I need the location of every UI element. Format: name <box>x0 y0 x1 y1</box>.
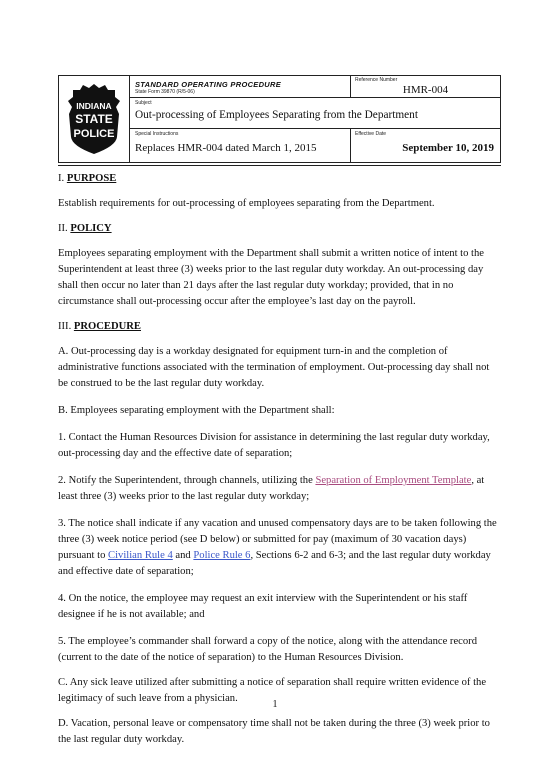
logo-line-3: POLICE <box>73 128 115 140</box>
b3-text-end: , Sections 6-2 and 6-3; and the last regular duty workday and effective date of separation; <box>58 550 491 577</box>
section-purpose-heading <box>58 171 498 187</box>
subject-label: Subject <box>135 100 152 106</box>
procedure-b5: 5. The employee’s commander shall forward a copy of the notice, along with the attendance record (current to the date of the notice of separation) to the Human Resources Division. <box>58 636 477 663</box>
section-title: PROCEDURE <box>73 321 141 332</box>
section-number: II. <box>58 223 68 234</box>
purpose-text: Establish requirements for out-processing of employees separating from the Department. <box>58 198 435 209</box>
separation-template-link[interactable]: Separation of Employment Template <box>315 475 472 486</box>
sop-title-cell <box>129 76 351 98</box>
effective-date-label: Effective Date <box>355 131 387 137</box>
special-instructions-value: Replaces HMR-004 dated March 1, 2015 <box>135 142 317 154</box>
reference-number-cell <box>351 76 500 98</box>
procedure-b: B. Employees separating employment with the Department shall: <box>58 405 335 416</box>
section-policy-heading <box>58 221 498 237</box>
procedure-b1: 1. Contact the Human Resources Division for assistance in determining the last regular duty workday, out-processing day and the effective date of separation; <box>58 432 490 459</box>
procedure-b4: 4. On the notice, the employee may request an exit interview with the Superintendent or his staff designee if he is not available; and <box>58 593 468 620</box>
section-title: POLICY <box>70 223 112 234</box>
subject-cell <box>129 98 500 129</box>
form-number: State Form 39870 (R/5-06) <box>135 89 195 95</box>
section-title: PURPOSE <box>66 173 117 184</box>
section-number: I. <box>58 173 65 184</box>
page-number: 1 <box>272 699 278 710</box>
procedure-b2 <box>58 473 498 505</box>
sop-title: STANDARD OPERATING PROCEDURE <box>135 80 282 89</box>
subject-value: Out-processing of Employees Separating from the Department <box>135 109 418 121</box>
logo-cell <box>59 76 130 162</box>
sop-header-table <box>58 75 501 163</box>
header-divider <box>58 165 501 166</box>
civilian-rule-4-link[interactable]: Civilian Rule 4 <box>108 550 173 561</box>
b3-text-mid: and <box>172 550 194 561</box>
section-procedure-heading <box>58 319 498 335</box>
policy-text: Employees separating employment with the Department shall submit a written notice of intent to the Superintendent at least three (3) weeks prior to the last regular duty workday. An out-processing day shall then occur no later than 21 days after the last regular duty workday; provided, that in no circumstance shall out-processing occur after the employee’s last day on the payroll. <box>58 248 485 307</box>
logo-line-2: STATE <box>75 112 113 126</box>
b3-text: 3. The notice shall indicate if any vacation and unused compensatory days are to be taken following the three (3) week notice period (see D below) or submitted for pay (maximum of 30 vacation days) pursuant to <box>58 518 497 561</box>
logo-line-1: INDIANA <box>76 101 112 111</box>
section-number: III. <box>58 321 72 332</box>
b2-text: 2. Notify the Superintendent, through channels, utilizing the <box>58 475 316 486</box>
procedure-d: D. Vacation, personal leave or compensatory time shall not be taken during the three (3) week prior to the last regular duty workday. <box>58 718 490 745</box>
special-instructions-label: Special Instructions <box>135 131 179 137</box>
document-body <box>58 171 498 748</box>
police-rule-6-link[interactable]: Police Rule 6 <box>193 550 251 561</box>
effective-date-cell <box>351 129 500 162</box>
procedure-c: C. Any sick leave utilized after submitting a notice of separation shall require written evidence of the legitimacy of such leave from a physician. <box>58 677 487 704</box>
procedure-a: A. Out-processing day is a workday designated for equipment turn-in and the completion of administrative functions associated with the termination of employment. Out-processing day shall not be construed to be the last regular duty workday. <box>58 346 490 389</box>
effective-date-value: September 10, 2019 <box>402 142 494 154</box>
special-instructions-cell <box>129 129 351 162</box>
indiana-state-police-badge-logo <box>66 82 122 156</box>
reference-number-value: HMR-004 <box>402 84 449 96</box>
procedure-b3 <box>58 516 498 580</box>
b2-text-end: , at least three (3) weeks prior to the last regular duty workday; <box>58 475 485 502</box>
reference-number-label: Reference Number <box>355 77 398 83</box>
